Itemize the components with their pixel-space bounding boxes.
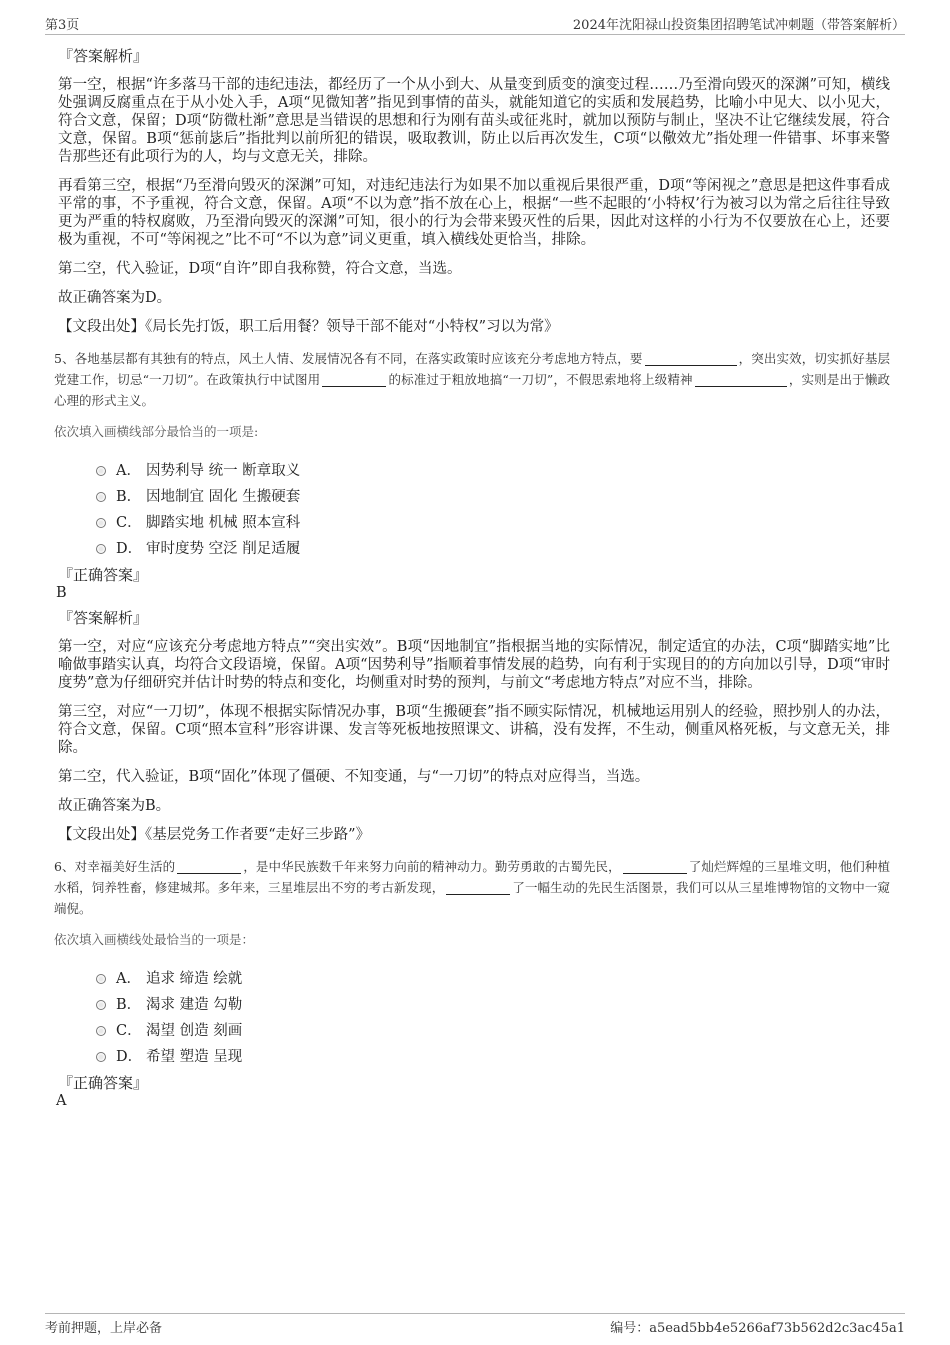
q5-source: 【文段出处】《基层党务工作者要“走好三步路”》 <box>58 827 371 843</box>
fill-blank <box>695 372 787 387</box>
radio-icon[interactable] <box>96 492 106 502</box>
q4-analysis-para: 故正确答案为D。 <box>58 290 172 306</box>
footer-slogan: 考前押题，上岸必备 <box>45 1321 163 1336</box>
q6-option-d[interactable]: D． 希望 塑造 呈现 <box>96 1042 890 1068</box>
fill-blank <box>177 859 241 874</box>
q6-prompt: 依次填入画横线处最恰当的一项是： <box>54 932 255 947</box>
q6-options <box>96 964 890 1068</box>
q5-analysis-para: 第三空，对应“一刀切”，体现不根据实际情况办事，B项“生搬硬套”指不顾实际情况，机械地运用别人的经验，照抄别人的办法，符合文意，保留。C项“照本宣科”形容讲课、发言等死板地按照课文、讲稿，没有发挥，不生动，侧重风格死板，与文意无关，排除。 <box>58 704 890 756</box>
radio-icon[interactable] <box>96 518 106 528</box>
q5-analysis-para: 故正确答案为B。 <box>58 798 171 814</box>
q4-analysis-para: 第二空，代入验证，D项“自许”即自我称赞，符合文意，当选。 <box>58 261 462 277</box>
q6-correct-label: 『正确答案』 <box>58 1074 149 1092</box>
q5-option-d[interactable]: D． 审时度势 空泛 削足适履 <box>96 534 890 560</box>
q5-question-text: 5、各地基层都有其独有的特点，风土人情、发展情况各有不同，在落实政策时应该充分考虑地方特点，要 ，突出实效，切实抓好基层党建工作，切忌“一刀切”。在政策执行中试图用 的标准过于粗放地搞“一刀切”，不假思索地将上级精神 ，实则是出于懒政心理的形式主义。 <box>54 351 890 408</box>
q6-correct-answer: A <box>56 1093 67 1109</box>
q6-option-c[interactable]: C． 渴望 创造 刻画 <box>96 1016 890 1042</box>
q5-correct-label: 『正确答案』 <box>58 566 149 584</box>
q6-option-b[interactable]: B． 渴求 建造 勾勒 <box>96 990 890 1016</box>
q6-option-a[interactable]: A． 追求 缔造 绘就 <box>96 964 890 990</box>
fill-blank <box>623 859 687 874</box>
fill-blank <box>645 351 737 366</box>
radio-icon[interactable] <box>96 1052 106 1062</box>
q5-prompt: 依次填入画横线部分最恰当的一项是: <box>54 424 259 439</box>
document-id: 编号：a5ead5bb4e5266af73b562d2c3ac45a1 <box>610 1321 905 1336</box>
q4-analysis-label: 『答案解析』 <box>58 47 149 65</box>
q5-analysis-para: 第一空，对应“应该充分考虑地方特点”“突出实效”。B项“因地制宜”指根据当地的实际情况，制定适宜的办法，C项“脚踏实地”比喻做事踏实认真，均符合文段语境，保留。A项“因势利导”指顺着事情发展的趋势，向有利于实现目的的方向加以引导，D项“审时度势”意为仔细研究并估计时势的特点和变化，均侧重对时势的预判，与前文“考虑地方特点”对应不当，排除。 <box>58 639 890 691</box>
q4-source: 【文段出处】《局长先打饭，职工后用餐？领导干部不能对“小特权”习以为常》 <box>58 319 559 335</box>
q5-analysis-label: 『答案解析』 <box>58 609 149 627</box>
q5-correct-answer: B <box>56 585 67 601</box>
q5-analysis-para: 第二空，代入验证，B项“固化”体现了僵硬、不知变通，与“一刀切”的特点对应得当，当选。 <box>58 769 650 785</box>
fill-blank <box>446 880 510 895</box>
q5-option-b[interactable]: B． 因地制宜 固化 生搬硬套 <box>96 482 890 508</box>
q5-options <box>96 456 890 560</box>
radio-icon[interactable] <box>96 1026 106 1036</box>
q5-option-a[interactable]: A． 因势利导 统一 断章取义 <box>96 456 890 482</box>
q6-question-text: 6、对幸福美好生活的 ，是中华民族数千年来努力向前的精神动力。勤劳勇敢的古蜀先民， 了灿烂辉煌的三星堆文明，他们种植水稻，饲养牲畜，修建城邦。多年来，三星堆层出不穷的考古新发现， 了一幅生动的先民生活图景，我们可以从三星堆博物馆的文物中一窥端倪。 <box>54 859 890 916</box>
radio-icon[interactable] <box>96 466 106 476</box>
page-number: 第3页 <box>45 18 80 33</box>
fill-blank <box>322 372 386 387</box>
document-title: 2024年沈阳禄山投资集团招聘笔试冲刺题（带答案解析） <box>572 18 905 33</box>
q4-analysis-para: 再看第三空，根据“乃至滑向毁灭的深渊”可知，对违纪违法行为如果不加以重视后果很严重，D项“等闲视之”意思是把这件事看成平常的事，不予重视，符合文意，保留。A项“不以为意”指不放在心上，根据“一些不起眼的‘小特权’行为被习以为常之后往往导致更为严重的特权腐败，乃至滑向毁灭的深渊”可知，很小的行为会带来毁灭性的后果，因此对这样的小行为不仅要放在心上，还要极为重视，不可“等闲视之”比不可“不以为意”词义更重，填入横线处更恰当，排除。 <box>58 178 890 248</box>
page-footer <box>45 1313 905 1338</box>
q4-analysis-para: 第一空，根据“许多落马干部的违纪违法，都经历了一个从小到大、从量变到质变的演变过程……乃至滑向毁灭的深渊”可知，横线处强调反腐重点在于从小处入手，A项“见微知著”指见到事情的苗头，就能知道它的实质和发展趋势，比喻小中见大、以小见大，符合文意，保留；D项“防微杜渐”意思是当错误的思想和行为刚有苗头或征兆时，就加以预防与制止，坚决不让它继续发展，符合文意，保留。B项“惩前毖后”指批判以前所犯的错误，吸取教训，防止以后再次发生，C项“以儆效尤”指处理一件错事、坏事来警告那些还有此项行为的人，均与文意无关，排除。 <box>58 77 890 165</box>
radio-icon[interactable] <box>96 544 106 554</box>
radio-icon[interactable] <box>96 974 106 984</box>
page-header <box>45 14 905 35</box>
radio-icon[interactable] <box>96 1000 106 1010</box>
q5-option-c[interactable]: C． 脚踏实地 机械 照本宣科 <box>96 508 890 534</box>
document-body <box>54 46 890 1116</box>
